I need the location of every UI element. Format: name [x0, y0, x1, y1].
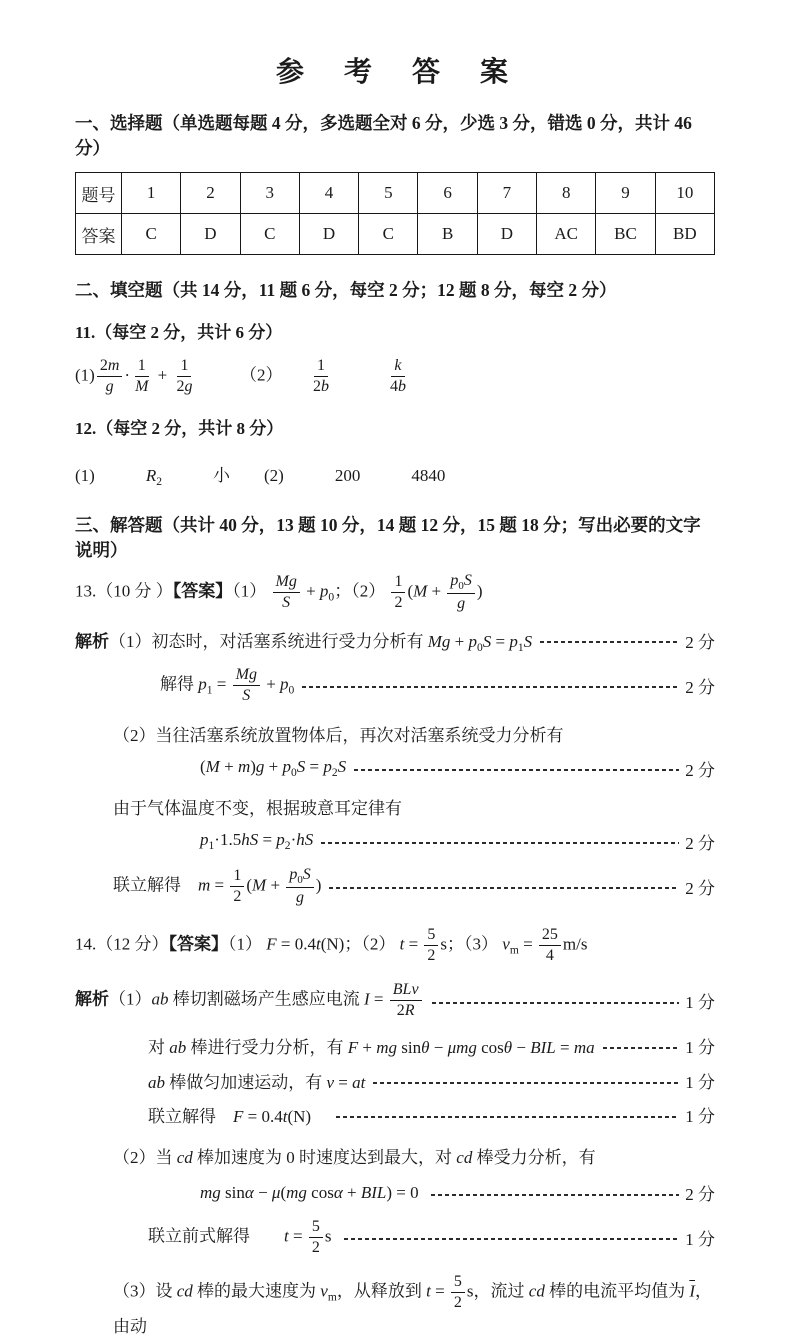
solution-line-13-1 — [75, 627, 715, 654]
line-formula: 解析（1）ab 棒切割磁场产生感应电流 I = $\frac{\text{BLv}}{2R}$ — [75, 981, 424, 1020]
table-cell: BD — [655, 214, 714, 255]
section3-heading: 三、解答题（共计 40 分，13 题 10 分，14 题 12 分，15 题 18 分；写出必要的文字说明） — [75, 514, 701, 560]
solution-line-14-2 — [75, 1033, 715, 1058]
solution-line-14-4 — [75, 1102, 715, 1127]
table-row2-label: 答案 — [76, 214, 122, 255]
line-formula: 联立解得 F = 0.4t(N) — [148, 1107, 329, 1127]
line-formula: 联立前式解得 t = $\frac{5}{2}$ s — [148, 1218, 336, 1256]
solution-line-14-3 — [75, 1068, 715, 1093]
line-formula: 联立解得 m = $\frac{1}{2}$ (M + $\frac{p_0S}{g}$ ) — [113, 865, 322, 906]
dash-leader — [354, 769, 679, 771]
solution-line-13-2 — [75, 666, 715, 705]
table-cell: C — [122, 214, 181, 255]
solution-line-13-6 — [75, 829, 715, 854]
table-cell: 2 — [181, 173, 240, 214]
score-label: 2 分 — [685, 760, 715, 780]
score-label: 1 分 — [685, 1038, 715, 1058]
line-formula: 对 ab 棒进行受力分析，有 F + mg sinθ − μmg cosθ − BIL = ma — [148, 1038, 595, 1058]
table-cell: 7 — [477, 173, 536, 214]
score-label: 2 分 — [685, 632, 715, 652]
line-formula: $p_1\cdot 1.5hS = p_2\cdot hS$ — [200, 830, 314, 853]
score-label: 2 分 — [685, 677, 715, 697]
score-label: 2 分 — [685, 878, 715, 898]
table-cell: AC — [537, 214, 596, 255]
solution-line-13-3 — [75, 721, 715, 746]
score-label: 2 分 — [685, 833, 715, 853]
solution-line-14-6 — [75, 1180, 715, 1205]
line-formula: （2）当往活塞系统放置物体后，再次对活塞系统受力分析有 — [113, 725, 564, 745]
dash-leader — [603, 1047, 680, 1049]
solution-line-14-8 — [75, 1273, 715, 1337]
line-formula: mg sinα − μ(mg cosα + BIL) = 0 — [200, 1182, 423, 1202]
table-cell: B — [418, 214, 477, 255]
table-cell: 4 — [299, 173, 358, 214]
q13-answer-header — [75, 572, 715, 613]
doc-title: 参 考 答 案 — [275, 57, 514, 88]
line-formula: 解析（1）初态时，对活塞系统进行受力分析有 $Mg + p_0S = p_1S$ — [75, 631, 533, 654]
dash-leader — [321, 842, 679, 844]
solution-line-14-5 — [75, 1143, 715, 1168]
table-cell: 6 — [418, 173, 477, 214]
score-label: 1 分 — [685, 993, 715, 1013]
table-cell: C — [240, 214, 299, 255]
table-cell: 9 — [596, 173, 655, 214]
section1-heading: 一、选择题（单选题每题 4 分，多选题全对 6 分，少选 3 分，错选 0 分，共计 46 分） — [75, 113, 692, 158]
score-label: 2 分 — [685, 1185, 715, 1205]
table-cell: D — [181, 214, 240, 255]
dash-leader — [431, 1194, 679, 1196]
line-formula: $(M + m)g + p_0S = p_2S$ — [200, 757, 347, 780]
line-formula: 解得 $p_1$ = $\frac{Mg}{S}$ + $p_0$ — [160, 665, 295, 704]
q14-answer-formula: 14.（12 分）【答案】（1） F = 0.4t(N)；（2） t = $\frac{5}{2}$ s；（3） $v_m$ = $\frac{25}{4}$ m/s — [75, 926, 588, 965]
solution-line-13-5 — [75, 794, 715, 819]
table-cell: 3 — [240, 173, 299, 214]
table-row-numbers — [76, 173, 715, 214]
dash-leader — [336, 1116, 679, 1118]
table-cell: 8 — [537, 173, 596, 214]
table-cell: 5 — [359, 173, 418, 214]
table-cell: 1 — [122, 173, 181, 214]
dash-leader — [373, 1082, 679, 1084]
q13-answer-formula: 13.（10 分 ）【答案】（1） $\frac{Mg}{S}$ + $p_0$；（2） $\frac{1}{2}$ (M + $\frac{p_0S}{g}$ ) — [75, 571, 483, 612]
q11-answers: (1) $\frac{2m}{g}$ · $\frac{1}{M}$ + $\frac{1}{2g}$ （2） $\frac{1}{2b}$ $\frac{k}{4b}$ — [75, 357, 406, 395]
dash-leader — [432, 1002, 680, 1004]
q12-label: 12.（每空 2 分，共计 8 分） — [75, 418, 284, 438]
line-formula: 由于气体温度不变，根据玻意耳定律有 — [113, 798, 402, 818]
solution-line-14-7 — [75, 1218, 715, 1257]
score-label: 1 分 — [685, 1229, 715, 1249]
table-cell: 10 — [655, 173, 714, 214]
table-cell: BC — [596, 214, 655, 255]
dash-leader — [540, 641, 679, 643]
solution-line-13-4 — [75, 756, 715, 781]
table-cell: D — [299, 214, 358, 255]
section2-heading: 二、填空题（共 14 分，11 题 6 分，每空 2 分；12 题 8 分，每空 2 分） — [75, 280, 617, 300]
table-row1-label: 题号 — [76, 173, 122, 214]
dash-leader — [302, 686, 679, 688]
score-label: 1 分 — [685, 1107, 715, 1127]
q11-answers-line — [75, 357, 715, 396]
table-cell: D — [477, 214, 536, 255]
solution-line-14-1 — [75, 981, 715, 1020]
q14-answer-header — [75, 926, 715, 965]
line-formula: （3）设 cd 棒的最大速度为 $v_m$，从释放到 t = $\frac{5}{2}$ s，流过 cd 棒的电流平均值为 $\overline{I}$，由动 — [113, 1272, 712, 1336]
line-formula: （2）当 cd 棒加速度为 0 时速度达到最大，对 cd 棒受力分析，有 — [113, 1148, 596, 1168]
q12-answers-line — [75, 461, 715, 488]
solution-line-13-7 — [75, 866, 715, 907]
score-label: 1 分 — [685, 1073, 715, 1093]
answer-table — [75, 172, 715, 255]
q12-answers: (1) $R_2$ 小 (2) 200 4840 — [75, 465, 446, 488]
table-cell: C — [359, 214, 418, 255]
table-row-answers — [76, 214, 715, 255]
line-formula: ab 棒做匀加速运动，有 v = at — [148, 1073, 366, 1093]
dash-leader — [344, 1238, 680, 1240]
dash-leader — [329, 887, 679, 889]
q11-label: 11.（每空 2 分，共计 6 分） — [75, 323, 283, 342]
